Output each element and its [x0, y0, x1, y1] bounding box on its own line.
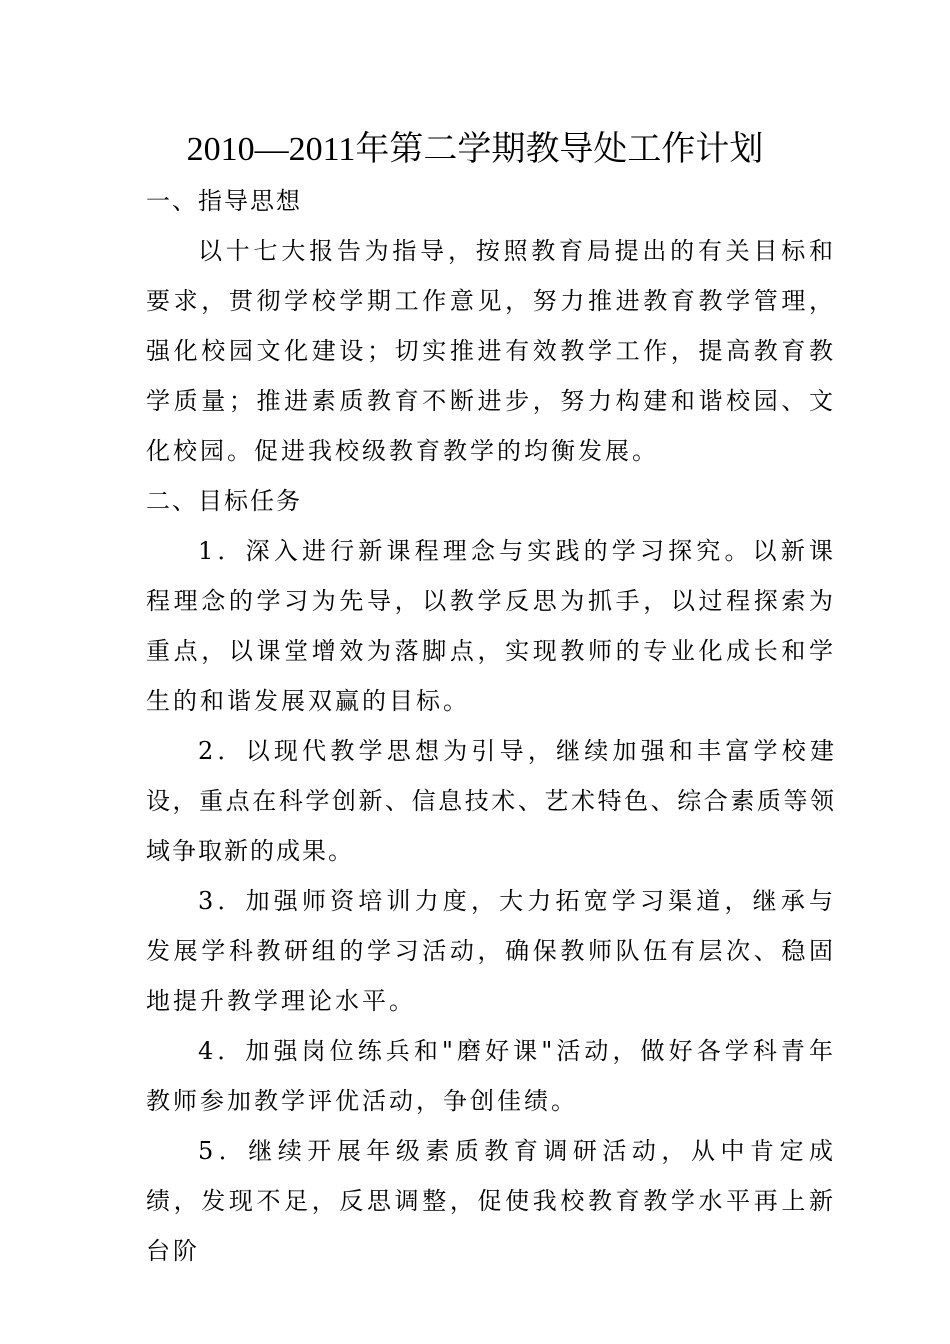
list-item-goal-1: 1．深入进行新课程理念与实践的学习探究。以新课程理念的学习为先导，以教学反思为抓手，以过程探索为重点，以课堂增效为落脚点，实现教师的专业化成长和学生的和谐发展双赢的目标。 — [146, 537, 836, 715]
list-item-goal-3: 3．加强师资培训力度，大力拓宽学习渠道，继承与发展学科教研组的学习活动，确保教师队伍有层次、稳固地提升教学理论水平。 — [146, 887, 836, 1015]
list-item-goal-2: 2．以现代教学思想为引导，继续加强和丰富学校建设，重点在科学创新、信息技术、艺术特色、综合素质等领域争取新的成果。 — [146, 737, 836, 865]
document-title: 2010—2011年第二学期教导处工作计划 — [186, 131, 764, 168]
document-body — [146, 176, 836, 1276]
section-heading-guiding-thought: 一、指导思想 — [146, 187, 302, 215]
paragraph-guiding-thought: 以十七大报告为指导，按照教育局提出的有关目标和要求，贯彻学校学期工作意见，努力推进教育教学管理，强化校园文化建设；切实推进有效教学工作，提高教育教学质量；推进素质教育不断进步，努力构建和谐校园、文化校园。促进我校级教育教学的均衡发展。 — [146, 237, 836, 465]
list-item-goal-4: 4．加强岗位练兵和"磨好课"活动，做好各学科青年教师参加教学评优活动，争创佳绩。 — [146, 1037, 836, 1115]
section-heading-goals-tasks: 二、目标任务 — [146, 487, 302, 515]
list-item-goal-5: 5．继续开展年级素质教育调研活动，从中肯定成绩，发现不足，反思调整，促使我校教育教学水平再上新台阶 — [146, 1137, 836, 1265]
